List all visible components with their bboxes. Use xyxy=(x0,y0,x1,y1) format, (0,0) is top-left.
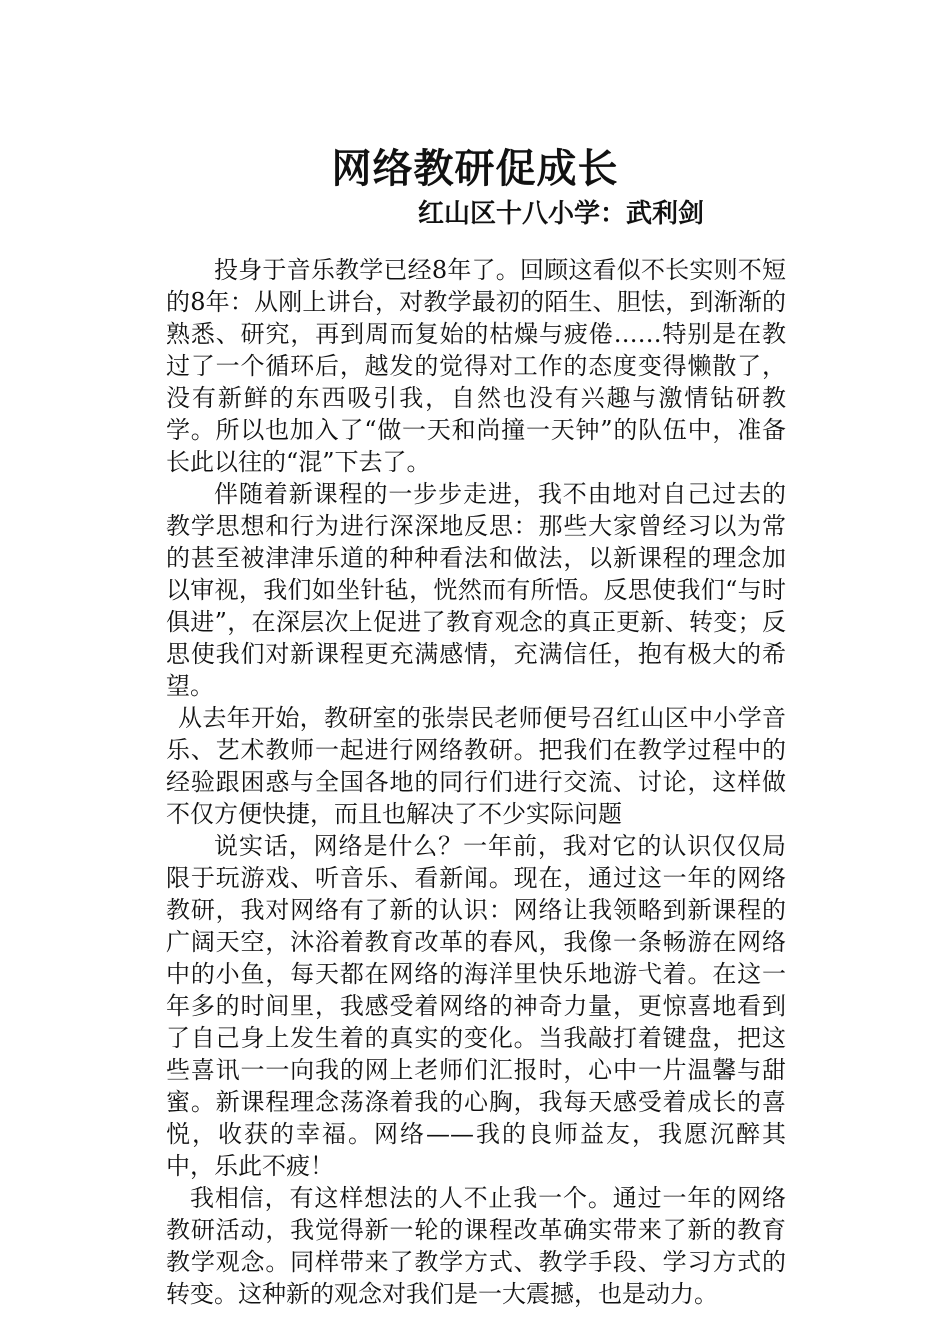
paragraph-3: 从去年开始，教研室的张崇民老师便号召红山区中小学音乐、艺术教师一起进行网络教研。把我们在教学过程中的经验跟困惑与全国各地的同行们进行交流、讨论，这样做不仅方便快捷，而且也解决了不少实际问题 xyxy=(166,704,786,828)
document-title: 网络教研促成长 xyxy=(331,145,619,192)
paragraph-1: 投身于音乐教学已经8年了。回顾这看似不长实则不短的8年：从刚上讲台，对教学最初的陌生、胆怯，到渐渐的熟悉、研究，再到周而复始的枯燥与疲倦……特别是在教过了一个循环后，越发的觉得对工作的态度变得懒散了，没有新鲜的东西吸引我，自然也没有兴趣与激情钻研教学。所以也加入了“做一天和尚撞一天钟”的队伍中，准备长此以往的“混”下去了。 xyxy=(166,256,786,476)
paragraph-5: 我相信，有这样想法的人不止我一个。通过一年的网络教研活动，我觉得新一轮的课程改革确实带来了新的教育教学观念。同样带来了教学方式、教学手段、学习方式的转变。这种新的观念对我们是一大震撼，也是动力。 xyxy=(166,1184,786,1308)
paragraph-2: 伴随着新课程的一步步走进，我不由地对自己过去的教学思想和行为进行深深地反思：那些大家曾经习以为常的甚至被津津乐道的种种看法和做法，以新课程的理念加以审视，我们如坐针毡，恍然而有所悟。反思使我们“与时俱进”，在深层次上促进了教育观念的真正更新、转变；反思使我们对新课程更充满感情，充满信任，抱有极大的希望。 xyxy=(166,480,786,700)
document-body xyxy=(166,254,786,1310)
document-author: 红山区十八小学：武利剑 xyxy=(418,199,705,229)
paragraph-4: 说实话，网络是什么？一年前，我对它的认识仅仅局限于玩游戏、听音乐、看新闻。现在，通过这一年的网络教研，我对网络有了新的认识：网络让我领略到新课程的广阔天空，沐浴着教育改革的春风，我像一条畅游在网络中的小鱼，每天都在网络的海洋里快乐地游弋着。在这一年多的时间里，我感受着网络的神奇力量，更惊喜地看到了自己身上发生着的真实的变化。当我敲打着键盘，把这些喜讯一一向我的网上老师们汇报时，心中一片温馨与甜蜜。新课程理念荡涤着我的心胸，我每天感受着成长的喜悦，收获的幸福。网络——我的良师益友，我愿沉醉其中，乐此不疲！ xyxy=(166,832,786,1180)
